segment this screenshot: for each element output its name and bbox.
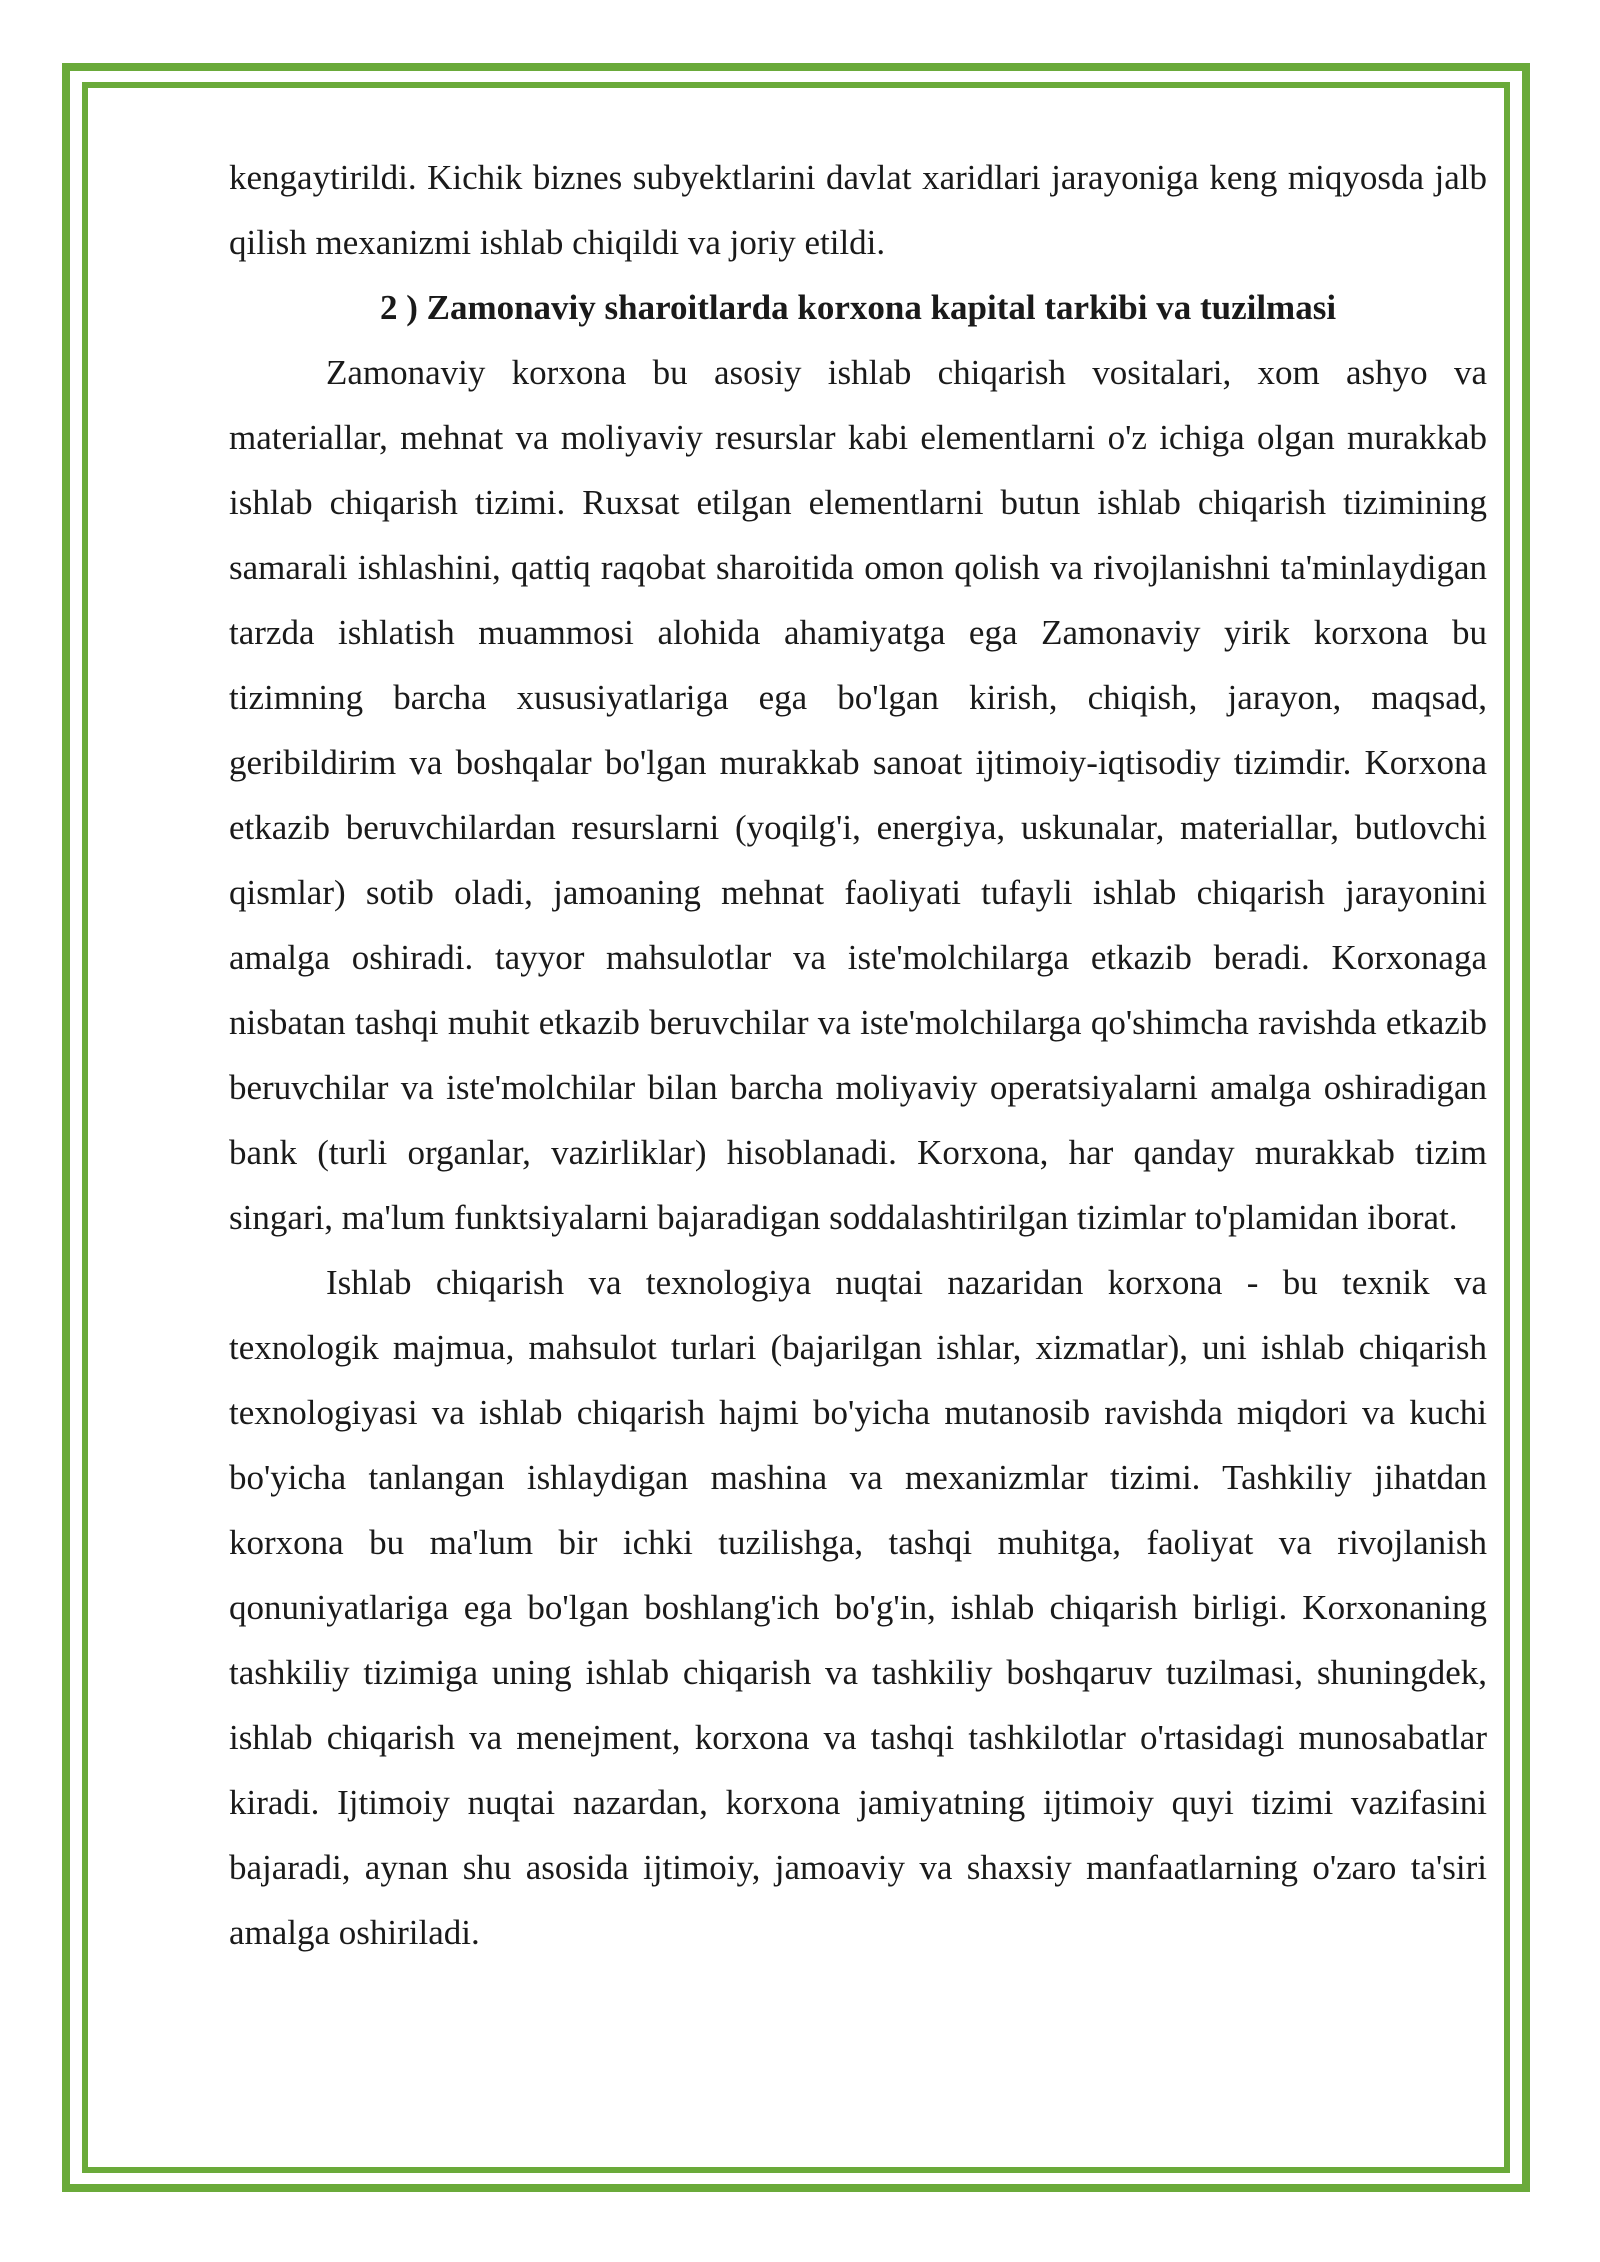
intro-paragraph: kengaytirildi. Kichik biznes subyektlarini davlat xaridlari jarayoniga keng miqyosda jalb qilish mexanizmi ishlab chiqildi va joriy etildi. [229,158,1487,262]
section-heading: 2 ) Zamonaviy sharoitlarda korxona kapital tarkibi va tuzilmasi [379,288,1337,327]
document-body [229,145,1487,1965]
body-paragraph-1: Zamonaviy korxona bu asosiy ishlab chiqarish vositalari, xom ashyo va materiallar, mehnat va moliyaviy resurslar kabi elementlarni o'z ichiga olgan murakkab ishlab chiqarish tizimi. Ruxsat etilgan elementlarni butun ishlab chiqarish tizimining samarali ishlashini, qattiq raqobat sharoitida omon qolish va rivojlanishni ta'minlaydigan tarzda ishlatish muammosi alohida ahamiyatga ega Zamonaviy yirik korxona bu tizimning barcha xususiyatlariga ega bo'lgan kirish, chiqish, jarayon, maqsad, geribildirim va boshqalar bo'lgan murakkab sanoat ijtimoiy-iqtisodiy tizimdir. Korxona etkazib beruvchilardan resurslarni (yoqilg'i, energiya, uskunalar, materiallar, butlovchi qismlar) sotib oladi, jamoaning mehnat faoliyati tufayli ishlab chiqarish jarayonini amalga oshiradi. tayyor mahsulotlar va iste'molchilarga etkazib beradi. Korxonaga nisbatan tashqi muhit etkazib beruvchilar va iste'molchilarga qo'shimcha ravishda etkazib beruvchilar va iste'molchilar bilan barcha moliyaviy operatsiyalarni amalga oshiradigan bank (turli organlar, vazirliklar) hisoblanadi. Korxona, har qanday murakkab tizim singari, ma'lum funktsiyalarni bajaradigan soddalashtirilgan tizimlar to'plamidan iborat. [229,353,1487,1237]
body-paragraph-2: Ishlab chiqarish va texnologiya nuqtai nazaridan korxona - bu texnik va texnologik majmua, mahsulot turlari (bajarilgan ishlar, xizmatlar), uni ishlab chiqarish texnologiyasi va ishlab chiqarish hajmi bo'yicha mutanosib ravishda miqdori va kuchi bo'yicha tanlangan ishlaydigan mashina va mexanizmlar tizimi. Tashkiliy jihatdan korxona bu ma'lum bir ichki tuzilishga, tashqi muhitga, faoliyat va rivojlanish qonuniyatlariga ega bo'lgan boshlang'ich bo'g'in, ishlab chiqarish birligi. Korxonaning tashkiliy tizimiga uning ishlab chiqarish va tashkiliy boshqaruv tuzilmasi, shuningdek, ishlab chiqarish va menejment, korxona va tashqi tashkilotlar o'rtasidagi munosabatlar kiradi. Ijtimoiy nuqtai nazardan, korxona jamiyatning ijtimoiy quyi tizimi vazifasini bajaradi, aynan shu asosida ijtimoiy, jamoaviy va shaxsiy manfaatlarning o'zaro ta'siri amalga oshiriladi. [229,1263,1487,1952]
